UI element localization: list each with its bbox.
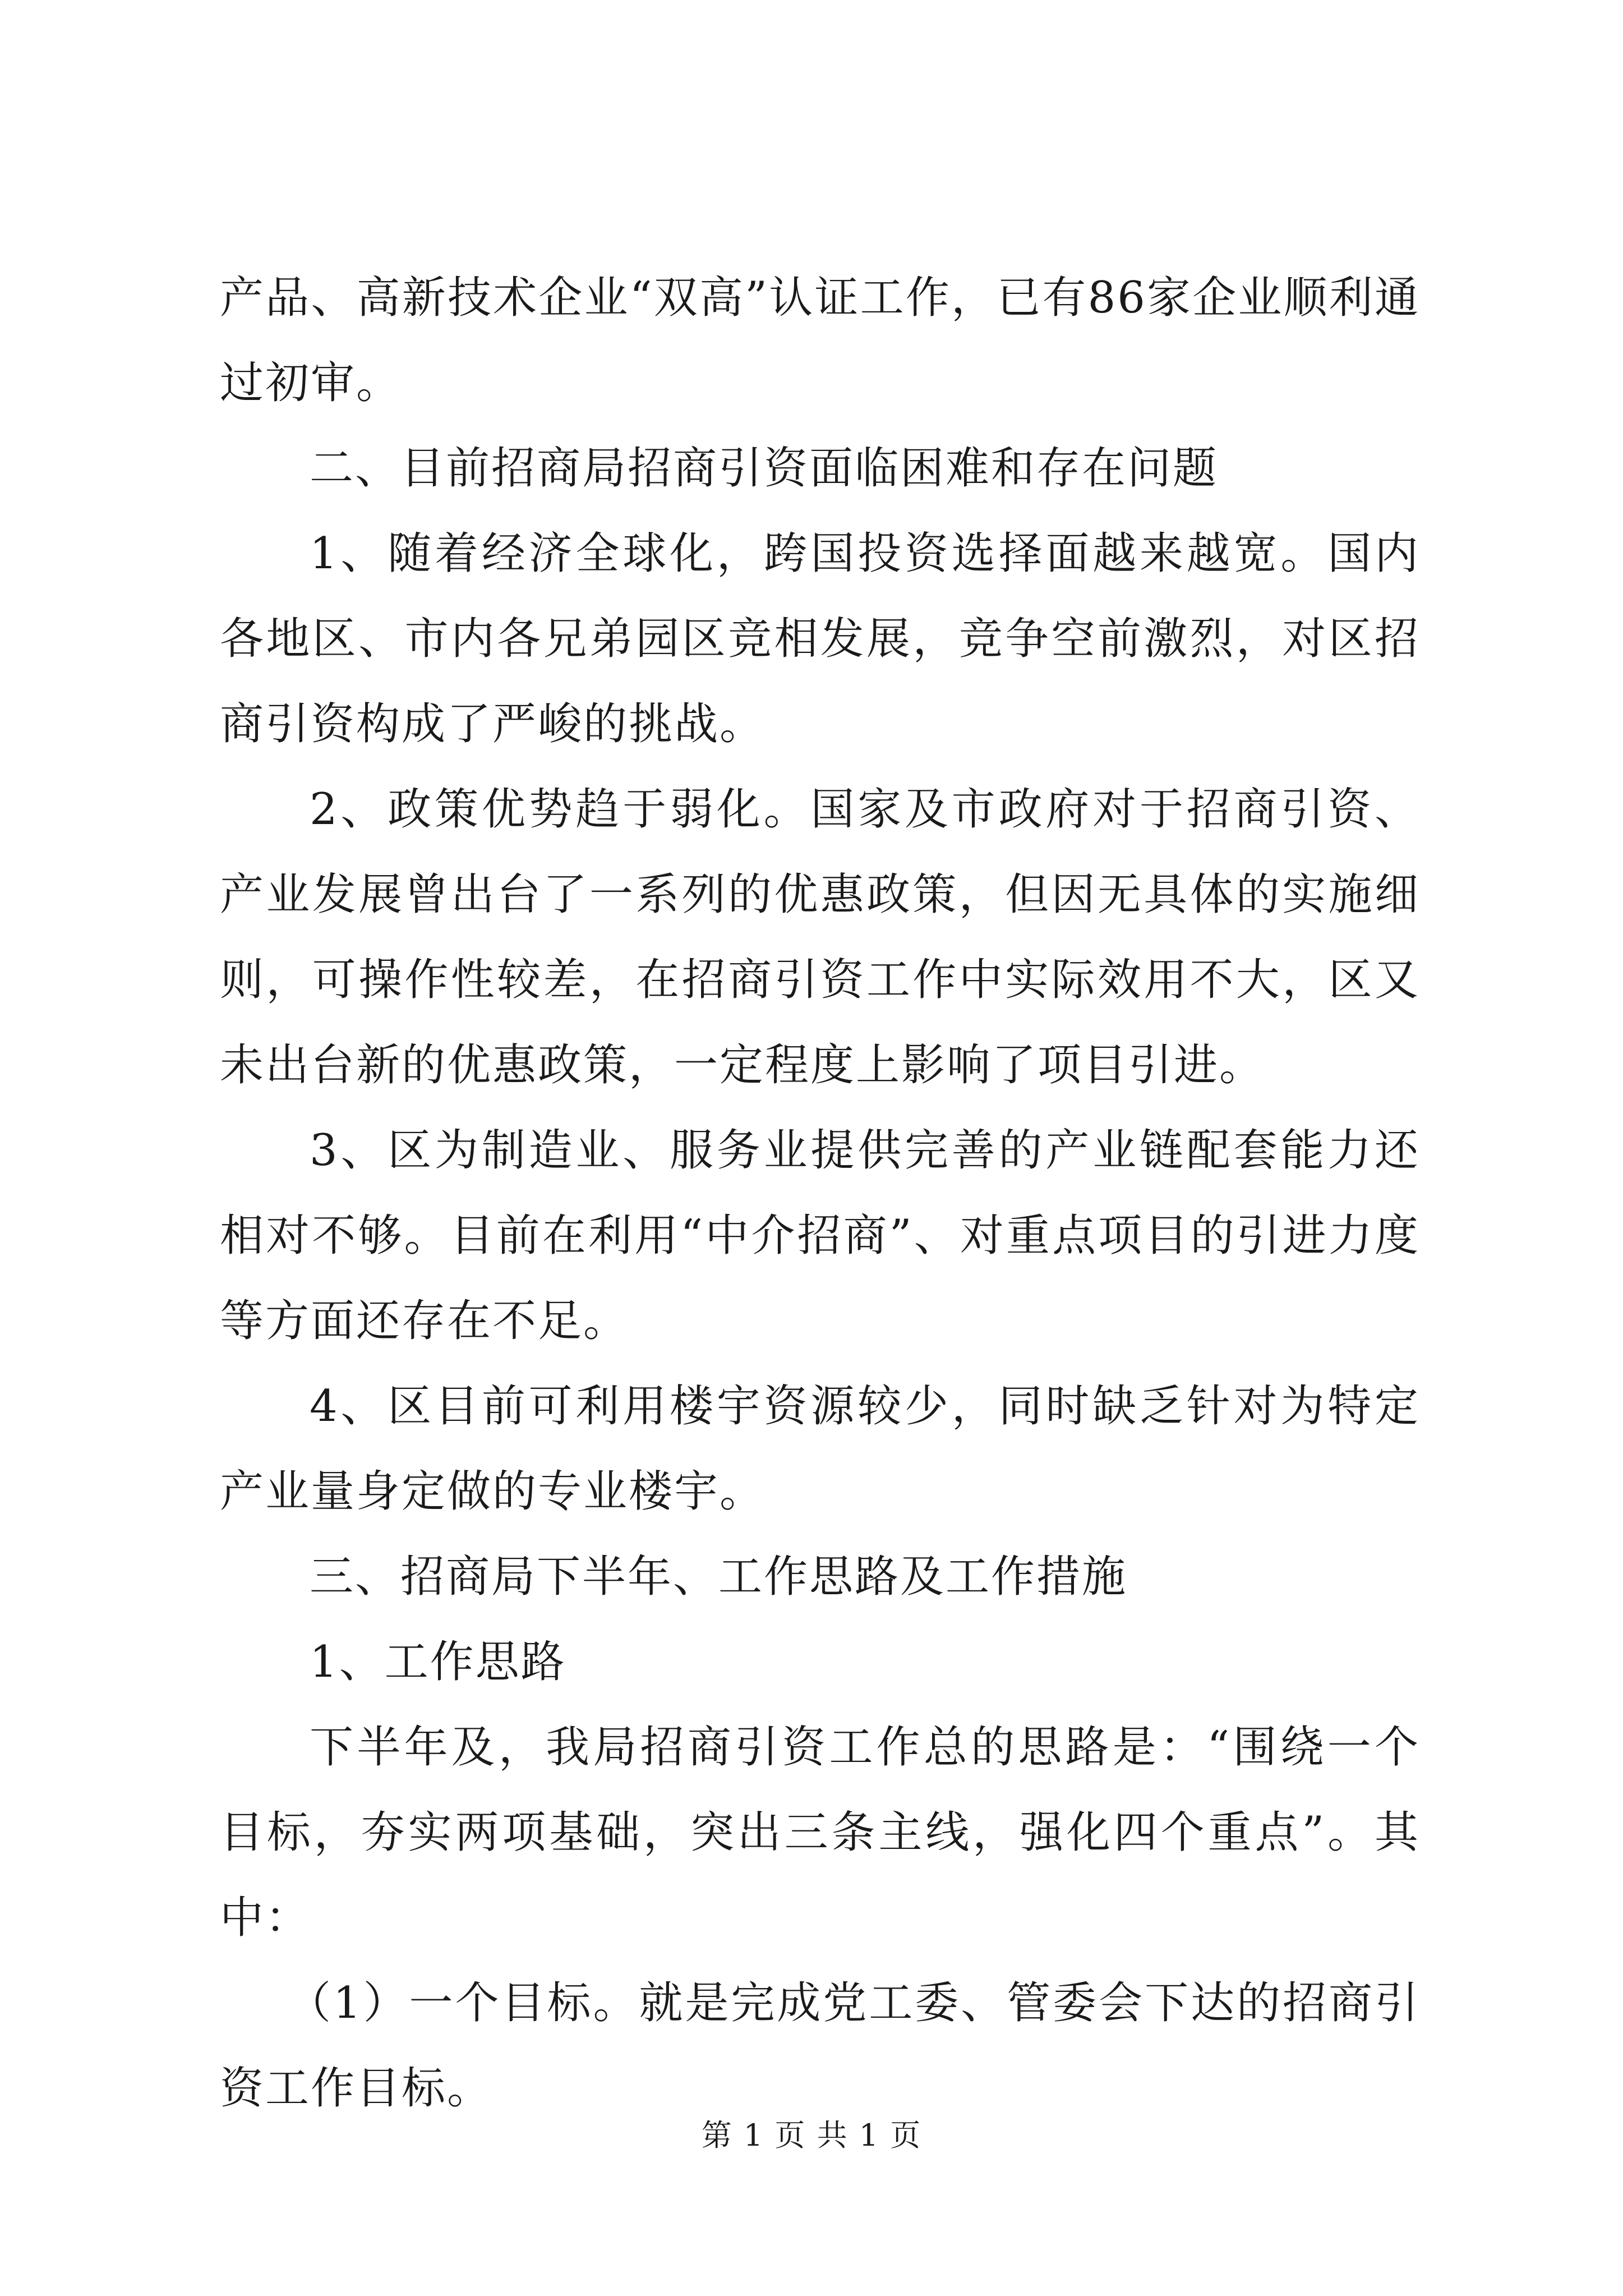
paragraph-one-goal: （1）一个目标。就是完成党工委、管委会下达的招商引资工作目标。 <box>220 1978 1420 2114</box>
paragraph-work-ideas: 下半年及，我局招商引资工作总的思路是：“围绕一个目标，夯实两项基础，突出三条主线，强化四个重点”。其中： <box>220 1722 1420 1943</box>
problem-item-4: 4、区目前可利用楼宇资源较少，同时缺乏针对为特定产业量身定做的专业楼宇。 <box>220 1381 1420 1517</box>
problem-item-3: 3、区为制造业、服务业提供完善的产业链配套能力还相对不够。目前在利用“中介招商”、对重点项目的引进力度等方面还存在不足。 <box>220 1125 1420 1346</box>
section-heading-3: 三、招商局下半年、工作思路及工作措施 <box>310 1552 1128 1602</box>
problem-item-1: 1、随着经济全球化，跨国投资选择面越来越宽。国内各地区、市内各兄弟园区竞相发展，竞争空前激烈，对区招商引资构成了严峻的挑战。 <box>220 528 1420 749</box>
section-heading-2: 二、目前招商局招商引资面临困难和存在问题 <box>310 443 1219 494</box>
problem-item-2: 2、政策优势趋于弱化。国家及市政府对于招商引资、产业发展曾出台了一系列的优惠政策，但因无具体的实施细则，可操作性较差，在招商引资工作中实际效用不大，区又未出台新的优惠政策，一定程度上影响了项目引进。 <box>220 784 1420 1091</box>
subheading-work-ideas: 1、工作思路 <box>310 1637 566 1687</box>
page-footer: 第 1 页 共 1 页 <box>701 2118 922 2153</box>
document-body <box>220 255 1420 2131</box>
paragraph-continuation: 产品、高新技术企业“双高”认证工作，已有86家企业顺利通过初审。 <box>220 273 1420 408</box>
